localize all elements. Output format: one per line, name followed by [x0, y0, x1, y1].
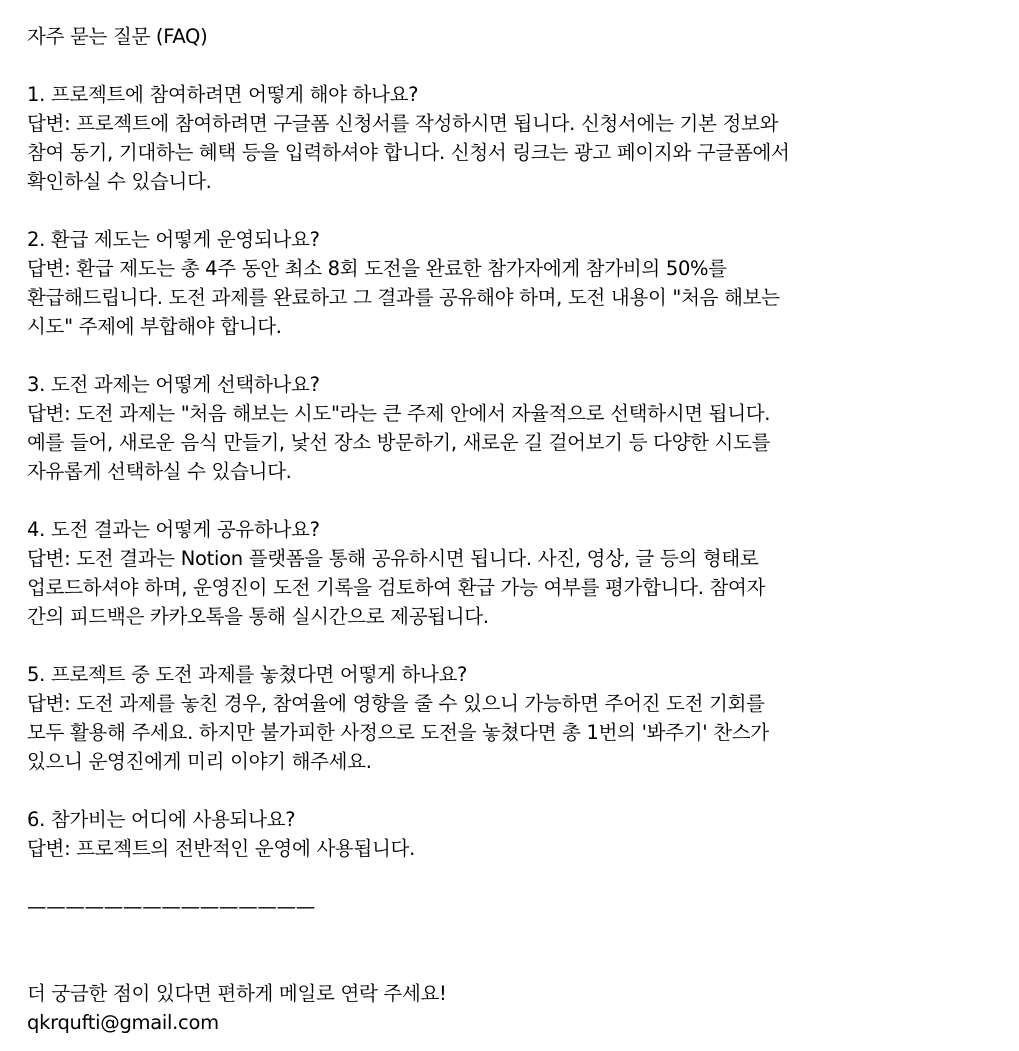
- faq-question: 3. 도전 과제는 어떻게 선택하나요?: [27, 373, 320, 396]
- faq-question: 6. 참가비는 어디에 사용되나요?: [27, 808, 296, 831]
- faq-question: 4. 도전 결과는 어떻게 공유하나요?: [27, 518, 320, 541]
- faq-answer-line: 답변: 도전 과제는 "처음 해보는 시도"라는 큰 주제 안에서 자율적으로 선택하시면 됩니다.: [27, 402, 771, 425]
- faq-item-1: [27, 80, 1007, 196]
- blank-line: [27, 863, 1007, 892]
- faq-item-2: [27, 225, 1007, 341]
- blank-line: [27, 486, 1007, 515]
- blank-line: [27, 51, 1007, 80]
- blank-line: [27, 631, 1007, 660]
- faq-answer-line: 예를 들어, 새로운 음식 만들기, 낯선 장소 방문하기, 새로운 길 걸어보기 등 다양한 시도를: [27, 431, 771, 454]
- blank-space: [27, 921, 1007, 979]
- contact-message: 더 궁금한 점이 있다면 편하게 메일로 연락 주세요!: [27, 982, 447, 1005]
- faq-answer-line: 답변: 프로젝트의 전반적인 운영에 사용됩니다.: [27, 837, 415, 860]
- faq-answer-line: 모두 활용해 주세요. 하지만 불가피한 사정으로 도전을 놓쳤다면 총 1번의 '봐주기' 찬스가: [27, 721, 769, 744]
- faq-answer-line: 답변: 프로젝트에 참여하려면 구글폼 신청서를 작성하시면 됩니다. 신청서에는 기본 정보와: [27, 112, 779, 135]
- faq-answer-line: 확인하실 수 있습니다.: [27, 170, 212, 193]
- faq-item-4: [27, 515, 1007, 631]
- faq-answer-line: 참여 동기, 기대하는 혜택 등을 입력하셔야 합니다. 신청서 링크는 광고 페이지와 구글폼에서: [27, 141, 790, 164]
- faq-item-3: [27, 370, 1007, 486]
- faq-question: 2. 환급 제도는 어떻게 운영되나요?: [27, 228, 320, 251]
- blank-line: [27, 196, 1007, 225]
- blank-line: [27, 341, 1007, 370]
- faq-question: 5. 프로젝트 중 도전 과제를 놓쳤다면 어떻게 하나요?: [27, 663, 468, 686]
- blank-line: [27, 776, 1007, 805]
- faq-answer-line: 간의 피드백은 카카오톡을 통해 실시간으로 제공됩니다.: [27, 605, 489, 628]
- faq-answer-line: 답변: 환급 제도는 총 4주 동안 최소 8회 도전을 완료한 참가자에게 참가비의 50%를: [27, 257, 727, 280]
- faq-item-5: [27, 660, 1007, 776]
- faq-answer-line: 시도" 주제에 부합해야 합니다.: [27, 315, 282, 338]
- faq-item-6: [27, 805, 1007, 863]
- faq-answer-line: 답변: 도전 과제를 놓친 경우, 참여율에 영향을 줄 수 있으니 가능하면 주어진 도전 기회를: [27, 692, 765, 715]
- faq-question: 1. 프로젝트에 참여하려면 어떻게 해야 하나요?: [27, 83, 419, 106]
- contact-email[interactable]: qkrqufti@gmail.com: [27, 1011, 219, 1034]
- faq-answer-line: 환급해드립니다. 도전 과제를 완료하고 그 결과를 공유해야 하며, 도전 내용이 "처음 해보는: [27, 286, 780, 309]
- faq-answer-line: 업로드하셔야 하며, 운영진이 도전 기록을 검토하여 환급 가능 여부를 평가합니다. 참여자: [27, 576, 766, 599]
- faq-answer-line: 자유롭게 선택하실 수 있습니다.: [27, 460, 292, 483]
- faq-answer-line: 있으니 운영진에게 미리 이야기 해주세요.: [27, 750, 372, 773]
- faq-document: [27, 22, 1007, 1037]
- page-title: 자주 묻는 질문 (FAQ): [27, 25, 208, 48]
- divider-line: ———————————————: [27, 895, 316, 918]
- faq-answer-line: 답변: 도전 결과는 Notion 플랫폼을 통해 공유하시면 됩니다. 사진, 영상, 글 등의 형태로: [27, 547, 759, 570]
